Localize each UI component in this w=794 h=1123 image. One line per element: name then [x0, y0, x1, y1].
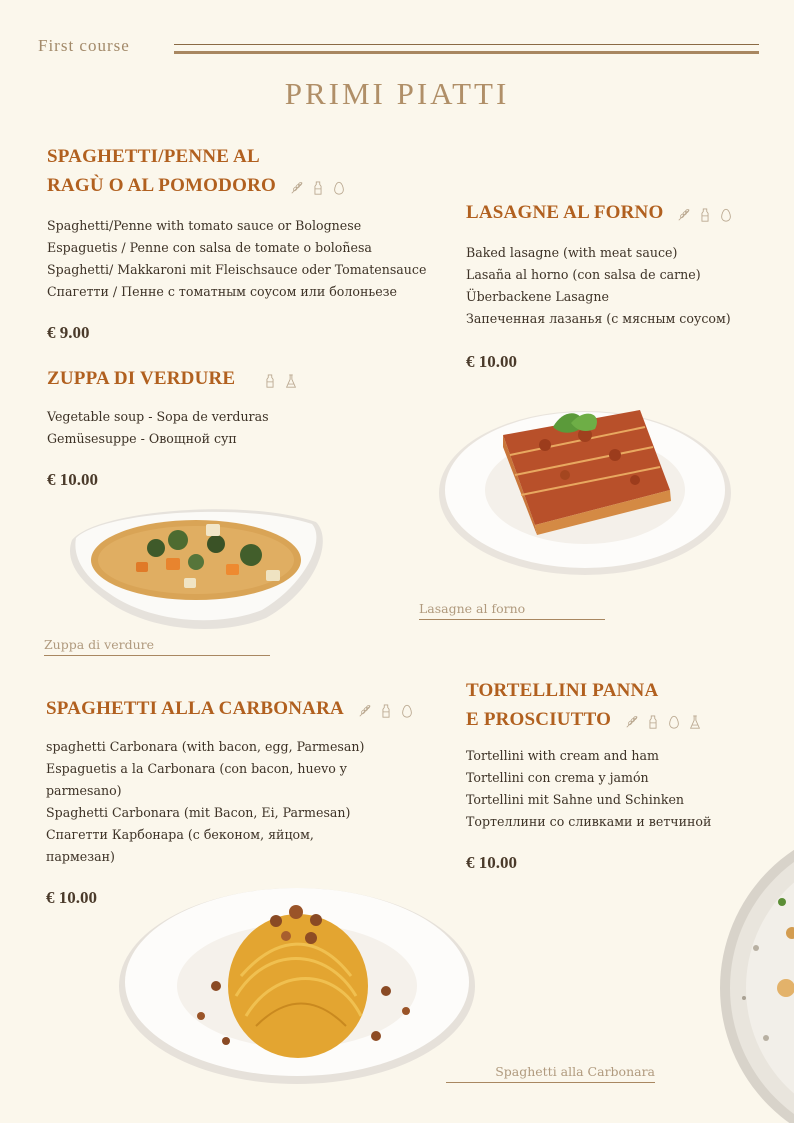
description-line: Espaguetis a la Carbonara (con bacon, huevo y parmesano): [46, 761, 347, 799]
egg-icon: [667, 715, 681, 729]
header-rule: [174, 44, 759, 45]
milk-bottle-icon: [698, 208, 712, 222]
milk-bottle-icon: [646, 715, 660, 729]
dish-price: € 10.00: [46, 888, 97, 908]
description-line: Спагетти / Пенне с томатным соусом или болоньезе: [47, 284, 397, 300]
description-line: Спагетти Карбонара (с беконом, яйцом, пармезан): [46, 827, 314, 865]
header-rule-thick: [174, 51, 759, 54]
description-line: Espaguetis / Penne con salsa de tomate o boloñesa: [47, 240, 372, 256]
soup-photo: [66, 500, 328, 635]
dish-description: [466, 242, 776, 330]
allergen-icons: [263, 365, 305, 394]
dish-title: [46, 694, 426, 724]
dish-description: [466, 745, 776, 833]
dish-price: € 10.00: [47, 470, 98, 490]
dish-title-line-2: [47, 171, 427, 201]
wheat-icon: [625, 715, 639, 729]
description-line: Überbackene Lasagne: [466, 289, 609, 305]
egg-icon: [332, 181, 346, 195]
wheat-icon: [290, 181, 304, 195]
milk-bottle-icon: [263, 374, 277, 388]
description-line: Spaghetti/ Makkaroni mit Fleischsauce oder Tomatensauce: [47, 262, 427, 278]
dish-title: [47, 364, 427, 394]
dish-title: [466, 676, 776, 735]
wheat-icon: [358, 704, 372, 718]
celery-icon: [688, 715, 702, 729]
wheat-icon: [677, 208, 691, 222]
description-line: Tortellini with cream and ham: [466, 748, 659, 764]
lasagne-photo: [435, 395, 735, 580]
description-line: Тортеллини со сливками и ветчиной: [466, 814, 712, 830]
allergen-icons: [290, 172, 353, 201]
dish-title-line-2: [466, 705, 776, 735]
allergen-icons: [677, 199, 740, 228]
dish-title-line: LASAGNE AL FORNO: [466, 202, 664, 223]
description-line: Baked lasagne (with meat sauce): [466, 245, 678, 261]
allergen-icons: [358, 695, 421, 724]
description-line: Vegetable soup - Sopa de verduras: [47, 409, 269, 425]
dish-price: € 10.00: [466, 853, 517, 873]
dish-zuppa: [47, 364, 427, 490]
celery-icon: [284, 374, 298, 388]
dish-title: [466, 198, 776, 228]
dish-description: [47, 215, 427, 303]
description-line: Gemüsesuppe - Овощной суп: [47, 431, 237, 447]
dish-title: [47, 142, 427, 201]
dish-price: € 10.00: [466, 352, 517, 372]
page-title: PRIMI PIATTI: [284, 76, 510, 111]
description-line: Tortellini mit Sahne und Schinken: [466, 792, 685, 808]
dish-description: [47, 406, 427, 450]
milk-bottle-icon: [379, 704, 393, 718]
dish-title-line-text: E PROSCIUTTO: [466, 709, 612, 730]
dish-description: [46, 736, 366, 868]
dish-title-line: SPAGHETTI ALLA CARBONARA: [46, 698, 344, 719]
dish-lasagne: [466, 198, 776, 372]
dish-title-line: ZUPPA DI VERDURE: [47, 368, 236, 389]
dish-title-line-text: RAGÙ O AL POMODORO: [47, 175, 276, 196]
allergen-icons: [625, 706, 709, 735]
egg-icon: [400, 704, 414, 718]
milk-bottle-icon: [311, 181, 325, 195]
dish-spaghetti-ragu: [47, 142, 427, 343]
description-line: Tortellini con crema y jamón: [466, 770, 649, 786]
caption-lasagne: Lasagne al forno: [419, 601, 605, 620]
description-line: Spaghetti Carbonara (mit Bacon, Ei, Parmesan): [46, 805, 351, 821]
egg-icon: [719, 208, 733, 222]
description-line: Запеченная лазанья (с мясным соусом): [466, 311, 731, 327]
description-line: spaghetti Carbonara (with bacon, egg, Parmesan): [46, 739, 365, 755]
dish-price: € 9.00: [47, 323, 90, 343]
tortellini-photo: [716, 838, 794, 1123]
caption-carbonara: Spaghetti alla Carbonara: [446, 1064, 655, 1083]
caption-zuppa: Zuppa di verdure: [44, 637, 270, 656]
dish-title-line: TORTELLINI PANNA: [466, 680, 659, 701]
carbonara-photo: [116, 876, 478, 1086]
description-line: Lasaña al horno (con salsa de carne): [466, 267, 701, 283]
section-label: First course: [38, 36, 130, 55]
dish-title-line: SPAGHETTI/PENNE AL: [47, 146, 260, 167]
description-line: Spaghetti/Penne with tomato sauce or Bolognese: [47, 218, 362, 234]
